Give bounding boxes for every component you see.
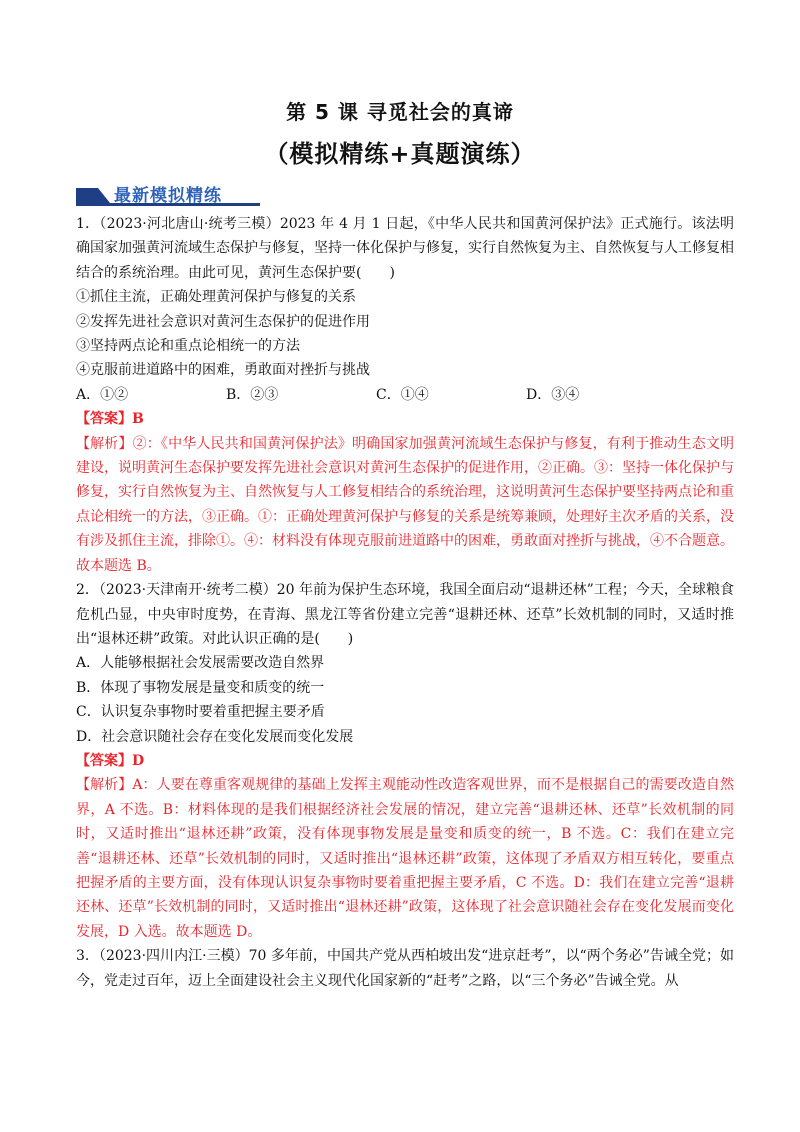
option-a: A．①② [76, 386, 129, 403]
question-1-item: ②发挥先进社会意识对黄河生态保护的促进作用 [76, 313, 370, 330]
section-marker-triangle [98, 188, 110, 203]
option-a: A．人能够根据社会发展需要改造自然界 [76, 655, 325, 672]
question-2-analysis: 【解析】A：人要在尊重客观规律的基础上发挥主观能动性改造客观世界，而不是根据自己的需要改造自然界，A 不选。B：材料体现的是我们根据经济社会发展的情况，建立完善“退耕还林、还草”长效机制的同时，又适时推出“退林还耕”政策，没有体现事物发展是量变和质变的统一，B 不选。C：我们在建立完善“退耕还林、还草”长效机制的同时，又适时推出“退林还耕”政策，这体现了矛盾双方相互转化，要重点把握矛盾的主要方面，没有体现认识复杂事物时要着重把握主要矛盾，C 不选。D：我们在建立完善“退耕还林、还草”长效机制的同时，又适时推出“退林还耕”政策，这体现了社会意识随社会存在变化发展而变化发展，D 入选。故本题选 D。 [76, 777, 734, 940]
page-title: 第 5 课 寻觅社会的真谛 [286, 100, 514, 124]
section-marker-block [76, 188, 98, 203]
option-b: B．②③ [226, 386, 279, 403]
section-title: 最新模拟精练 [114, 186, 222, 206]
question-1-item: ①抓住主流，正确处理黄河保护与修复的关系 [76, 289, 356, 306]
question-3-stem: 3．（2023·四川内江·三模）70 多年前，中国共产党从西柏坡出发“进京赶考”，以“两个务必”告诫全党；如今，党走过百年，迈上全面建设社会主义现代化国家新的“赶考”之路，以“三个务必”告诫全党。从 [76, 948, 734, 989]
question-2-stem: 2．（2023·天津南开·统考二模）20 年前为保护生态环境，我国全面启动“退耕还林”工程；今天，全球粮食危机凸显，中央审时度势，在青海、黑龙江等省份建立完善“退耕还林、还草”长效机制的同时，又适时推出“退林还耕”政策。对此认识正确的是( ) [76, 582, 734, 647]
option-d: D．③④ [526, 386, 580, 403]
question-1-item: ③坚持两点论和重点论相统一的方法 [76, 338, 300, 355]
question-1-options [76, 383, 734, 407]
page-subtitle: （模拟精练+真题演练） [264, 140, 536, 168]
question-1-answer: 【答案】B [76, 411, 144, 428]
option-d: D．社会意识随社会存在变化发展而变化发展 [76, 728, 354, 745]
question-1-analysis: 【解析】②：《中华人民共和国黄河保护法》明确国家加强黄河流域生态保护与修复，有利于推动生态文明建设，说明黄河生态保护要发挥先进社会意识对黄河生态保护的促进作用，②正确。③：坚持一体化保护与修复，实行自然恢复为主、自然恢复与人工修复相结合的系统治理，这说明黄河生态保护要坚持两点论和重点论相统一的方法，③正确。①：正确处理黄河保护与修复的关系是统筹兼顾，处理好主次矛盾的关系，没有涉及抓住主流，排除①。④：材料没有体现克服前进道路中的困难，勇敢面对挫折与挑战，④不合题意。故本题选 B。 [76, 435, 734, 574]
option-c: C．①④ [376, 386, 429, 403]
option-c: C．认识复杂事物时要着重把握主要矛盾 [76, 704, 325, 721]
question-2-answer: 【答案】D [76, 752, 145, 769]
questions-body [76, 212, 734, 993]
section-header [76, 182, 260, 206]
option-b: B．体现了事物发展是量变和质变的统一 [76, 679, 325, 696]
question-1-stem: 1．（2023·河北唐山·统考三模）2023 年 4 月 1 日起，《中华人民共和国黄河保护法》正式施行。该法明确国家加强黄河流域生态保护与修复，坚持一体化保护与修复，实行自然恢复为主、自然恢复与人工修复相结合的系统治理。由此可见，黄河生态保护要( ) [76, 216, 734, 281]
question-1-item: ④克服前进道路中的困难，勇敢面对挫折与挑战 [76, 362, 370, 379]
